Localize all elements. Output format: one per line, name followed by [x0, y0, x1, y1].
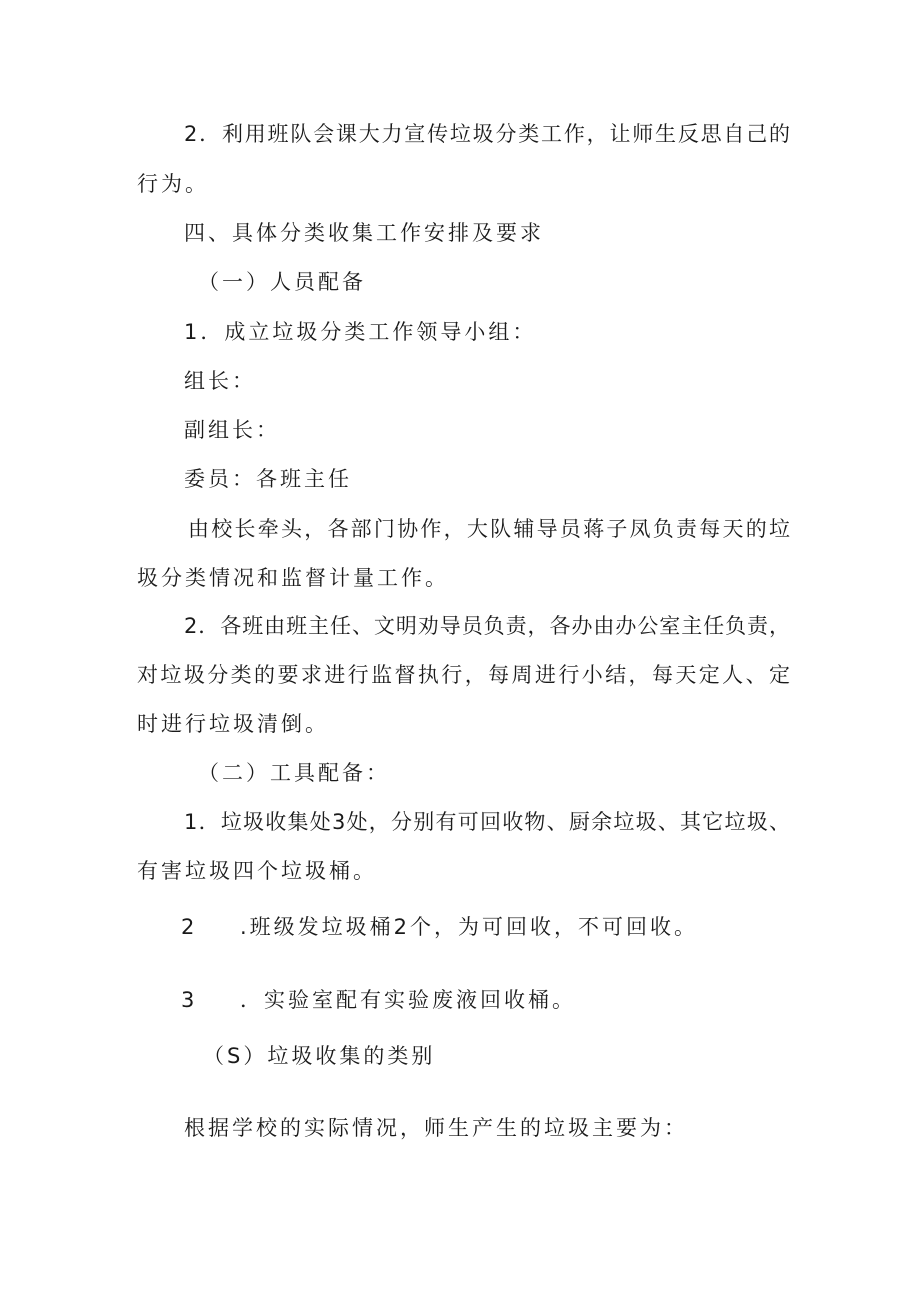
paragraph-line: .班级发垃圾桶2个，为可回收，不可回收。	[240, 915, 699, 939]
paragraph-line: 组长：	[184, 369, 256, 393]
list-number: 2	[181, 915, 198, 939]
paragraph-line: 圾分类情况和监督计量工作。	[137, 566, 449, 590]
paragraph-line: 行为。	[137, 172, 209, 196]
subsection-heading: （S）垃圾收集的类别	[203, 1044, 436, 1068]
paragraph-line: 委员：各班主任	[184, 467, 352, 491]
paragraph-line: 副组长：	[184, 418, 280, 442]
paragraph-line: 时进行垃圾清倒。	[137, 712, 329, 736]
list-number: 3	[181, 988, 198, 1012]
paragraph-line: 2．各班由班主任、文明劝导员负责，各办由办公室主任负责，	[184, 614, 790, 638]
paragraph-line: 1．垃圾收集处3处，分别有可回收物、厨余垃圾、其它垃圾、	[184, 810, 790, 834]
paragraph-line: 根据学校的实际情况，师生产生的垃圾主要为：	[184, 1116, 688, 1140]
subsection-heading: （二）工具配备：	[198, 761, 390, 785]
paragraph-line: 对垃圾分类的要求进行监督执行，每周进行小结，每天定人、定	[137, 663, 790, 687]
subsection-heading: （一）人员配备	[198, 270, 366, 294]
section-heading: 四、具体分类收集工作安排及要求	[184, 221, 544, 245]
paragraph-line: 2．利用班队会课大力宣传垃圾分类工作，让师生反思自己的	[184, 122, 790, 146]
paragraph-line: 1．成立垃圾分类工作领导小组：	[184, 320, 537, 344]
paragraph-line: 有害垃圾四个垃圾桶。	[137, 859, 377, 883]
paragraph-line: ．实验室配有实验废液回收桶。	[240, 988, 576, 1012]
paragraph-line: 由校长牵头，各部门协作，大队辅导员蒋子凤负责每天的垃	[188, 517, 790, 541]
